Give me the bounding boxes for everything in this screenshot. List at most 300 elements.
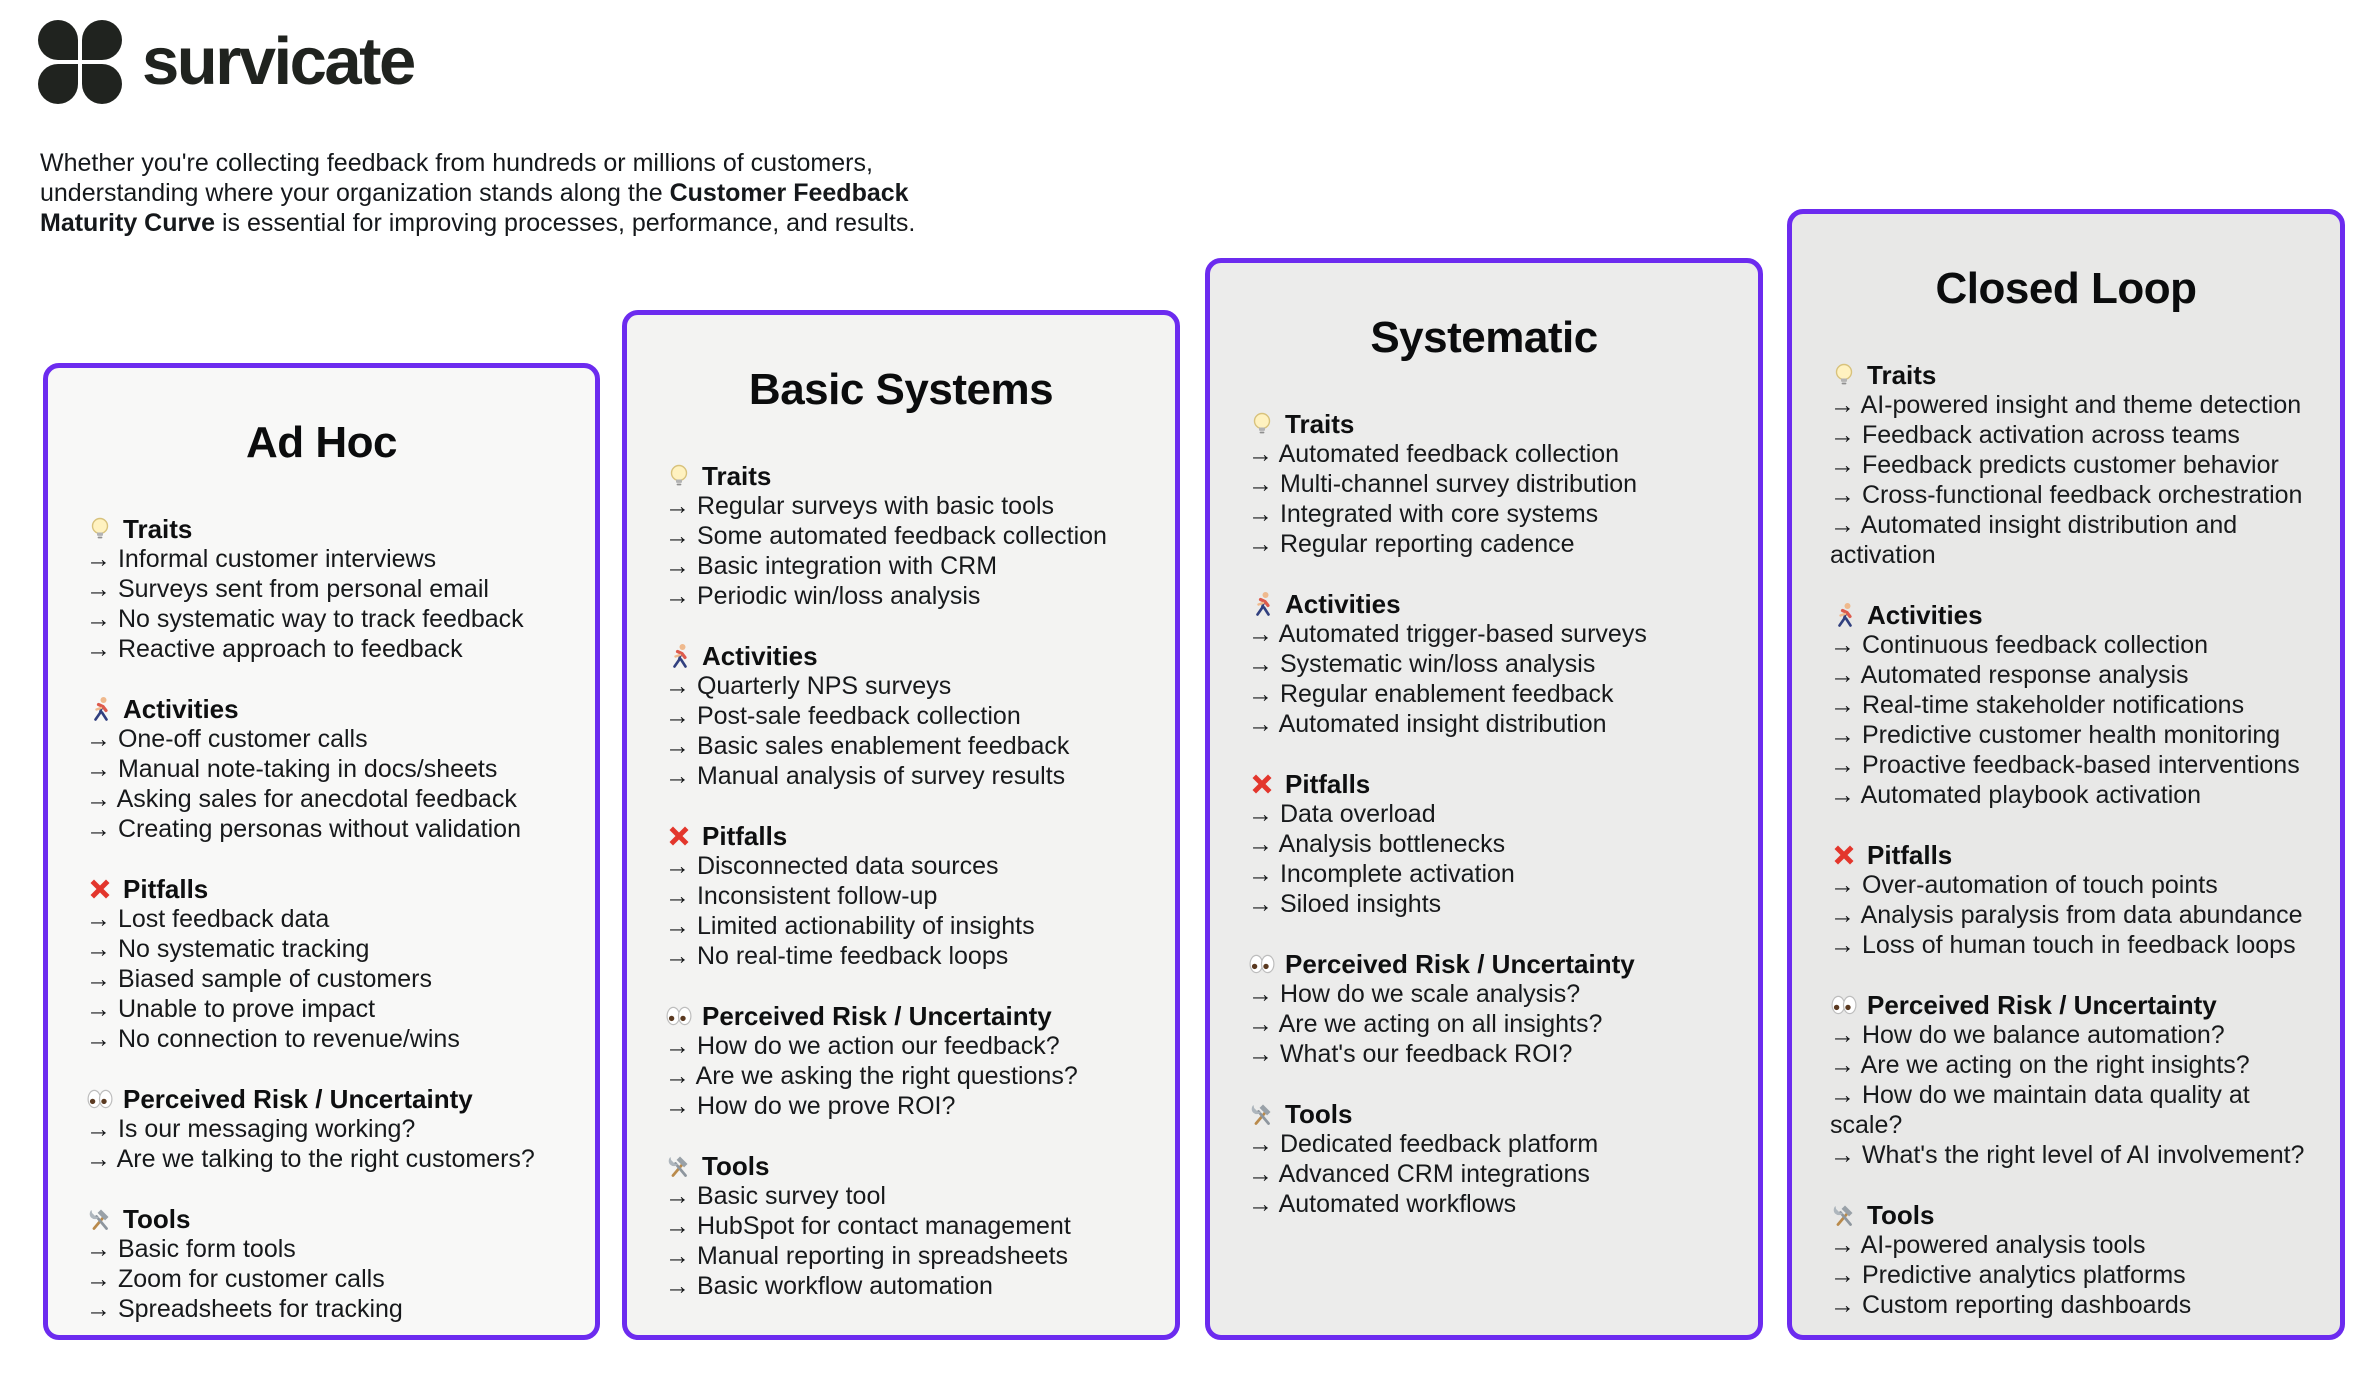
- list-item-text: Disconnected data sources: [696, 852, 999, 880]
- list-item: [86, 784, 565, 814]
- card-closed-loop: [1787, 209, 2345, 1340]
- section-header: [665, 1151, 1145, 1181]
- list-item-text: Cross-functional feedback orchestration: [1861, 481, 2303, 509]
- list-item: [665, 551, 1145, 581]
- arrow-icon: →: [86, 995, 118, 1023]
- list-item-text: Feedback activation across teams: [1861, 421, 2240, 449]
- list-item-text: Zoom for customer calls: [117, 1265, 385, 1293]
- section-header: [86, 514, 565, 544]
- logo-leaf-icon: [82, 20, 122, 60]
- section-label: Traits: [702, 461, 772, 491]
- list-item: [665, 1241, 1145, 1271]
- arrow-icon: →: [86, 545, 118, 573]
- arrow-icon: →: [1830, 1021, 1862, 1049]
- list-item-text: Are we acting on all insights?: [1278, 1010, 1603, 1038]
- section-label: Traits: [1285, 409, 1355, 439]
- section-label: Tools: [702, 1151, 770, 1181]
- list-item-text: Inconsistent follow-up: [696, 882, 938, 910]
- tools-icon: [665, 1152, 693, 1180]
- list-item-text: Are we talking to the right customers?: [116, 1145, 535, 1173]
- card-sections: [48, 514, 595, 1324]
- card-basic-systems: [622, 310, 1180, 1340]
- arrow-icon: →: [86, 1265, 118, 1293]
- list-item-text: How do we scale analysis?: [1279, 980, 1581, 1008]
- intro-text-end: is essential for improving processes, performance, and results.: [215, 209, 916, 237]
- list-item-text: Dedicated feedback platform: [1279, 1130, 1599, 1158]
- intro-text: [40, 148, 940, 238]
- arrow-icon: →: [1830, 721, 1862, 749]
- list-item: [665, 731, 1145, 761]
- list-item: [86, 994, 565, 1024]
- arrow-icon: →: [1830, 421, 1862, 449]
- list-item-text: What's the right level of AI involvement?: [1861, 1141, 2305, 1169]
- eyes-icon: [1830, 991, 1858, 1019]
- card-title: Systematic: [1370, 313, 1598, 362]
- list-item: [86, 544, 565, 574]
- list-item: [1830, 1020, 2310, 1050]
- list-item-text: Automated insight distribution: [1278, 710, 1607, 738]
- list-item: [665, 1181, 1145, 1211]
- list-item: [1830, 480, 2310, 510]
- card-ad-hoc: [43, 363, 600, 1340]
- arrow-icon: →: [1248, 500, 1280, 528]
- section-header: [1248, 1099, 1728, 1129]
- list-item-text: Basic form tools: [117, 1235, 296, 1263]
- list-item-text: Unable to prove impact: [117, 995, 376, 1023]
- list-item: [86, 964, 565, 994]
- runner-icon: [665, 642, 693, 670]
- section-header: [665, 641, 1145, 671]
- list-item: [86, 574, 565, 604]
- section-header: [1248, 949, 1728, 979]
- arrow-icon: →: [1248, 830, 1279, 858]
- section-activities: [86, 694, 565, 844]
- arrow-icon: →: [86, 605, 118, 633]
- card-title: Closed Loop: [1935, 264, 2197, 313]
- section-activities: [1248, 589, 1728, 739]
- list-item-text: Reactive approach to feedback: [117, 635, 463, 663]
- bulb-icon: [665, 462, 693, 490]
- logo-leaf-icon: [82, 64, 122, 104]
- section-label: Activities: [702, 641, 818, 671]
- arrow-icon: →: [665, 1212, 697, 1240]
- list-item: [86, 934, 565, 964]
- arrow-icon: →: [1248, 710, 1279, 738]
- list-item: [1830, 1260, 2310, 1290]
- section-label: Activities: [123, 694, 239, 724]
- arrow-icon: →: [665, 552, 697, 580]
- list-item-text: Are we asking the right questions?: [695, 1062, 1078, 1090]
- list-item: [1830, 870, 2310, 900]
- arrow-icon: →: [1248, 1130, 1280, 1158]
- bulb-icon: [1248, 410, 1276, 438]
- list-item: [86, 1144, 565, 1174]
- arrow-icon: →: [1830, 751, 1862, 779]
- list-item: [665, 671, 1145, 701]
- logo-leaf-icon: [38, 20, 78, 60]
- list-item: [1248, 439, 1728, 469]
- section-traits: [665, 461, 1145, 611]
- arrow-icon: →: [1248, 470, 1280, 498]
- arrow-icon: →: [1830, 1261, 1862, 1289]
- arrow-icon: →: [1248, 1190, 1279, 1218]
- list-item: [86, 754, 565, 784]
- list-item: [1248, 709, 1728, 739]
- arrow-icon: →: [1248, 620, 1279, 648]
- list-item-text: HubSpot for contact management: [696, 1212, 1071, 1240]
- section-header: [1830, 360, 2310, 390]
- arrow-icon: →: [1830, 451, 1862, 479]
- list-item-text: Periodic win/loss analysis: [696, 582, 981, 610]
- list-item-text: Analysis paralysis from data abundance: [1860, 901, 2303, 929]
- arrow-icon: →: [86, 575, 118, 603]
- section-header: [1830, 600, 2310, 630]
- card-sections: [1210, 409, 1758, 1219]
- arrow-icon: →: [1830, 901, 1861, 929]
- arrow-icon: →: [86, 1115, 118, 1143]
- cross-icon: [86, 875, 114, 903]
- list-item-text: No systematic tracking: [117, 935, 370, 963]
- list-item-text: Multi-channel survey distribution: [1279, 470, 1638, 498]
- section-label: Pitfalls: [1867, 840, 1953, 870]
- section-activities: [1830, 600, 2310, 810]
- arrow-icon: →: [665, 1242, 697, 1270]
- list-item: [665, 1091, 1145, 1121]
- section-label: Tools: [1867, 1200, 1935, 1230]
- list-item-text: Incomplete activation: [1279, 860, 1515, 888]
- list-item: [665, 491, 1145, 521]
- list-item: [665, 851, 1145, 881]
- runner-icon: [1248, 590, 1276, 618]
- list-item: [665, 941, 1145, 971]
- list-item: [1248, 1009, 1728, 1039]
- section-header: [665, 461, 1145, 491]
- card-sections: [1792, 360, 2340, 1320]
- list-item-text: Quarterly NPS surveys: [696, 672, 952, 700]
- list-item: [1248, 1189, 1728, 1219]
- list-item-text: Regular surveys with basic tools: [696, 492, 1055, 520]
- list-item-text: Data overload: [1279, 800, 1436, 828]
- arrow-icon: →: [1830, 691, 1862, 719]
- list-item-text: Basic sales enablement feedback: [696, 732, 1070, 760]
- section-label: Activities: [1285, 589, 1401, 619]
- arrow-icon: →: [665, 702, 697, 730]
- section-label: Perceived Risk / Uncertainty: [123, 1084, 473, 1114]
- list-item: [1248, 649, 1728, 679]
- list-item-text: Informal customer interviews: [117, 545, 437, 573]
- list-item-text: Basic integration with CRM: [696, 552, 998, 580]
- section-header: [1830, 840, 2310, 870]
- list-item-text: Limited actionability of insights: [696, 912, 1035, 940]
- list-item: [1830, 930, 2310, 960]
- list-item-text: No connection to revenue/wins: [117, 1025, 460, 1053]
- arrow-icon: →: [86, 635, 118, 663]
- list-item-text: Asking sales for anecdotal feedback: [116, 785, 517, 813]
- arrow-icon: →: [86, 1295, 118, 1323]
- arrow-icon: →: [665, 1032, 697, 1060]
- list-item-text: Basic workflow automation: [696, 1272, 993, 1300]
- cross-icon: [1830, 841, 1858, 869]
- list-item-text: Siloed insights: [1279, 890, 1442, 918]
- list-item-text: Loss of human touch in feedback loops: [1861, 931, 2296, 959]
- list-item: [1248, 469, 1728, 499]
- list-item: [1248, 889, 1728, 919]
- list-item-text: Regular enablement feedback: [1279, 680, 1614, 708]
- brand-name: survicate: [142, 24, 414, 99]
- list-item: [1830, 1050, 2310, 1080]
- section-pitfalls: [86, 874, 565, 1054]
- arrow-icon: →: [1830, 1291, 1862, 1319]
- arrow-icon: →: [86, 905, 118, 933]
- card-systematic: [1205, 258, 1763, 1340]
- arrow-icon: →: [1830, 1141, 1862, 1169]
- section-header: [665, 1001, 1145, 1031]
- list-item-text: AI-powered insight and theme detection: [1860, 391, 2302, 419]
- section-traits: [1248, 409, 1728, 559]
- list-item-text: Some automated feedback collection: [696, 522, 1107, 550]
- list-item-text: Automated response analysis: [1860, 661, 2189, 689]
- arrow-icon: →: [1248, 860, 1280, 888]
- list-item-text: How do we balance automation?: [1861, 1021, 2225, 1049]
- survicate-logo-icon: [38, 20, 122, 104]
- section-pitfalls: [1248, 769, 1728, 919]
- list-item: [665, 521, 1145, 551]
- section-label: Perceived Risk / Uncertainty: [702, 1001, 1052, 1031]
- arrow-icon: →: [1248, 1160, 1279, 1188]
- list-item: [1248, 1039, 1728, 1069]
- arrow-icon: →: [665, 1062, 696, 1090]
- list-item: [86, 1234, 565, 1264]
- list-item: [1248, 1159, 1728, 1189]
- arrow-icon: →: [1830, 391, 1861, 419]
- list-item-text: Surveys sent from personal email: [117, 575, 489, 603]
- arrow-icon: →: [665, 582, 697, 610]
- list-item: [86, 604, 565, 634]
- section-header: [1248, 589, 1728, 619]
- tools-icon: [86, 1205, 114, 1233]
- arrow-icon: →: [1248, 1010, 1279, 1038]
- section-label: Traits: [123, 514, 193, 544]
- section-label: Tools: [1285, 1099, 1353, 1129]
- list-item-text: How do we maintain data quality at scale?: [1830, 1081, 2250, 1139]
- list-item: [1830, 780, 2310, 810]
- runner-icon: [1830, 601, 1858, 629]
- arrow-icon: →: [86, 785, 117, 813]
- list-item-text: Predictive analytics platforms: [1861, 1261, 2186, 1289]
- arrow-icon: →: [86, 935, 118, 963]
- list-item-text: How do we action our feedback?: [696, 1032, 1060, 1060]
- cross-icon: [1248, 770, 1276, 798]
- list-item: [1248, 1129, 1728, 1159]
- list-item-text: Advanced CRM integrations: [1278, 1160, 1590, 1188]
- list-item-text: How do we prove ROI?: [696, 1092, 956, 1120]
- arrow-icon: →: [86, 1235, 118, 1263]
- arrow-icon: →: [665, 1092, 697, 1120]
- list-item: [86, 634, 565, 664]
- section-label: Tools: [123, 1204, 191, 1234]
- arrow-icon: →: [665, 1182, 697, 1210]
- list-item-text: No systematic way to track feedback: [117, 605, 524, 633]
- list-item-text: Lost feedback data: [117, 905, 330, 933]
- list-item-text: AI-powered analysis tools: [1860, 1231, 2146, 1259]
- list-item: [665, 1061, 1145, 1091]
- list-item: [86, 814, 565, 844]
- list-item: [1248, 529, 1728, 559]
- list-item-text: Analysis bottlenecks: [1278, 830, 1506, 858]
- tools-icon: [1830, 1201, 1858, 1229]
- arrow-icon: →: [1248, 650, 1280, 678]
- list-item-text: Automated insight distribution and activation: [1830, 511, 2238, 569]
- arrow-icon: →: [86, 755, 118, 783]
- arrow-icon: →: [1248, 680, 1280, 708]
- list-item-text: No real-time feedback loops: [696, 942, 1009, 970]
- list-item: [665, 701, 1145, 731]
- list-item: [1830, 1140, 2310, 1170]
- list-item: [1830, 690, 2310, 720]
- section-label: Perceived Risk / Uncertainty: [1285, 949, 1635, 979]
- list-item: [86, 1264, 565, 1294]
- arrow-icon: →: [665, 1272, 697, 1300]
- arrow-icon: →: [665, 852, 697, 880]
- list-item-text: Automated trigger-based surveys: [1278, 620, 1647, 648]
- section-header: [1830, 990, 2310, 1020]
- section-header: [665, 821, 1145, 851]
- list-item-text: Spreadsheets for tracking: [117, 1295, 403, 1323]
- list-item-text: Basic survey tool: [696, 1182, 886, 1210]
- arrow-icon: →: [1248, 890, 1280, 918]
- list-item-text: Regular reporting cadence: [1279, 530, 1575, 558]
- arrow-icon: →: [1248, 1040, 1280, 1068]
- list-item: [1248, 799, 1728, 829]
- list-item-text: Biased sample of customers: [117, 965, 432, 993]
- list-item-text: Manual reporting in spreadsheets: [696, 1242, 1069, 1270]
- arrow-icon: →: [86, 1025, 118, 1053]
- section-perceived-risk-uncertainty: [1248, 949, 1728, 1069]
- list-item: [1248, 859, 1728, 889]
- list-item-text: Over-automation of touch points: [1861, 871, 2218, 899]
- list-item: [1830, 630, 2310, 660]
- list-item: [1830, 750, 2310, 780]
- list-item: [86, 1114, 565, 1144]
- list-item: [1830, 720, 2310, 750]
- list-item: [1248, 679, 1728, 709]
- bulb-icon: [1830, 361, 1858, 389]
- arrow-icon: →: [1248, 440, 1279, 468]
- section-label: Pitfalls: [702, 821, 788, 851]
- list-item: [86, 904, 565, 934]
- list-item-text: Manual analysis of survey results: [696, 762, 1066, 790]
- list-item-text: Integrated with core systems: [1279, 500, 1599, 528]
- list-item-text: Post-sale feedback collection: [696, 702, 1021, 730]
- section-tools: [1248, 1099, 1728, 1219]
- section-label: Activities: [1867, 600, 1983, 630]
- list-item-text: Predictive customer health monitoring: [1861, 721, 2281, 749]
- list-item: [665, 881, 1145, 911]
- card-title: Ad Hoc: [246, 418, 397, 467]
- section-header: [1830, 1200, 2310, 1230]
- arrow-icon: →: [665, 762, 697, 790]
- arrow-icon: →: [1830, 1051, 1861, 1079]
- section-perceived-risk-uncertainty: [1830, 990, 2310, 1170]
- logo: [38, 20, 414, 104]
- section-label: Pitfalls: [1285, 769, 1371, 799]
- list-item: [665, 1031, 1145, 1061]
- section-tools: [665, 1151, 1145, 1301]
- section-header: [1248, 769, 1728, 799]
- arrow-icon: →: [665, 882, 697, 910]
- list-item: [86, 1024, 565, 1054]
- section-perceived-risk-uncertainty: [86, 1084, 565, 1174]
- list-item-text: Automated workflows: [1278, 1190, 1517, 1218]
- list-item-text: Systematic win/loss analysis: [1279, 650, 1596, 678]
- list-item: [1830, 900, 2310, 930]
- section-pitfalls: [1830, 840, 2310, 960]
- arrow-icon: →: [1248, 530, 1280, 558]
- cross-icon: [665, 822, 693, 850]
- intro-text-bold: Customer Feedback Maturity Curve: [40, 179, 909, 237]
- section-label: Traits: [1867, 360, 1937, 390]
- list-item: [665, 1211, 1145, 1241]
- list-item-text: Creating personas without validation: [117, 815, 521, 843]
- section-traits: [1830, 360, 2310, 570]
- arrow-icon: →: [1830, 871, 1862, 899]
- arrow-icon: →: [1830, 661, 1861, 689]
- arrow-icon: →: [665, 492, 697, 520]
- list-item: [665, 761, 1145, 791]
- tools-icon: [1248, 1100, 1276, 1128]
- list-item: [665, 1271, 1145, 1301]
- list-item: [1830, 1230, 2310, 1260]
- list-item-text: Is our messaging working?: [117, 1115, 416, 1143]
- section-header: [1248, 409, 1728, 439]
- list-item-text: Real-time stakeholder notifications: [1861, 691, 2245, 719]
- list-item: [86, 1294, 565, 1324]
- section-header: [86, 1084, 565, 1114]
- bulb-icon: [86, 515, 114, 543]
- section-label: Pitfalls: [123, 874, 209, 904]
- section-perceived-risk-uncertainty: [665, 1001, 1145, 1121]
- section-header: [86, 694, 565, 724]
- arrow-icon: →: [1830, 631, 1862, 659]
- arrow-icon: →: [665, 732, 697, 760]
- section-header: [86, 874, 565, 904]
- list-item-text: Continuous feedback collection: [1861, 631, 2209, 659]
- arrow-icon: →: [1830, 481, 1862, 509]
- arrow-icon: →: [86, 815, 118, 843]
- list-item-text: Proactive feedback-based interventions: [1861, 751, 2300, 779]
- list-item: [1830, 1290, 2310, 1320]
- list-item: [1830, 420, 2310, 450]
- section-activities: [665, 641, 1145, 791]
- list-item-text: Feedback predicts customer behavior: [1861, 451, 2279, 479]
- list-item: [1830, 450, 2310, 480]
- arrow-icon: →: [665, 942, 697, 970]
- section-pitfalls: [665, 821, 1145, 971]
- list-item-text: What's our feedback ROI?: [1279, 1040, 1573, 1068]
- list-item-text: Automated feedback collection: [1278, 440, 1620, 468]
- list-item: [665, 581, 1145, 611]
- section-traits: [86, 514, 565, 664]
- arrow-icon: →: [1830, 1231, 1861, 1259]
- arrow-icon: →: [86, 725, 118, 753]
- list-item-text: Automated playbook activation: [1860, 781, 2202, 809]
- arrow-icon: →: [1830, 931, 1862, 959]
- list-item: [1248, 619, 1728, 649]
- section-tools: [1830, 1200, 2310, 1320]
- eyes-icon: [86, 1085, 114, 1113]
- logo-leaf-icon: [38, 64, 78, 104]
- card-title: Basic Systems: [748, 365, 1054, 414]
